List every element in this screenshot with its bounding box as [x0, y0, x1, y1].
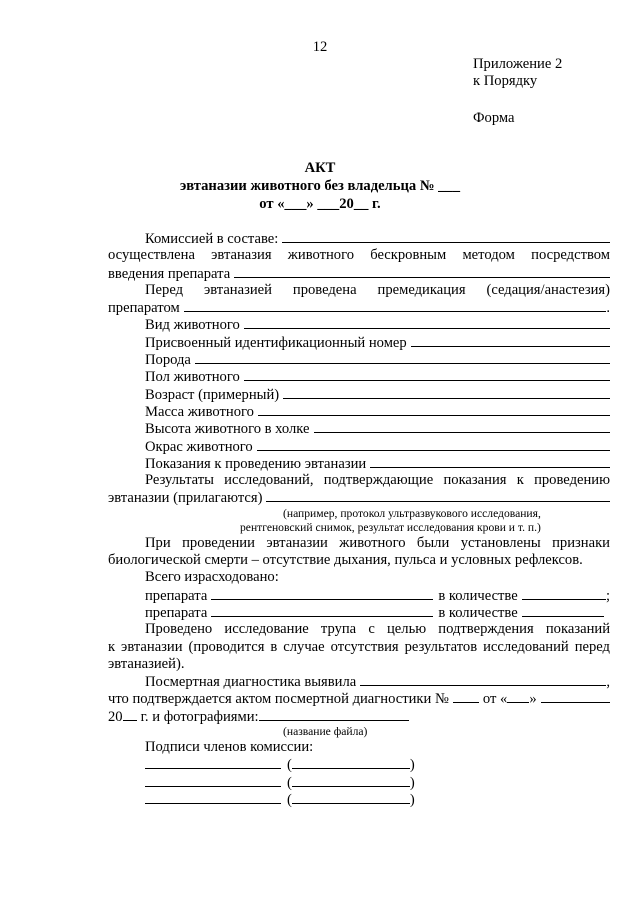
page-number: 12 — [312, 39, 328, 55]
results-attached-line — [108, 489, 610, 506]
premed-drug-label: препаратом — [108, 300, 180, 317]
signature-paren-open: ( — [287, 791, 292, 808]
field-color — [108, 438, 610, 455]
premed-drug-line — [108, 299, 610, 316]
consumed-label: Всего израсходовано: — [145, 569, 279, 586]
postmortem-quote-close: » — [529, 691, 537, 708]
act-title: АКТ — [304, 160, 336, 176]
id-number-field[interactable] — [411, 334, 610, 347]
signature-paren-open: ( — [287, 774, 292, 791]
signature-field[interactable] — [145, 791, 281, 804]
appendix-header — [473, 56, 562, 90]
premed-end: . — [606, 300, 610, 317]
consumed-row-1 — [108, 587, 610, 604]
signature-row — [108, 774, 610, 791]
signature-name-field[interactable] — [292, 774, 410, 787]
breed-field[interactable] — [195, 351, 610, 364]
autopsy-text-3: эвтаназией). — [108, 655, 185, 672]
autopsy-text: Проведено исследование трупа с целью подтверждения показаний — [145, 621, 610, 638]
signature-field[interactable] — [145, 756, 281, 769]
form-label: Форма — [473, 110, 515, 126]
signatures-label: Подписи членов комиссии: — [145, 739, 314, 756]
signatures-label-line — [108, 739, 610, 756]
results-note-1: (например, протокол ультразвукового исследования, — [283, 506, 541, 520]
drug-line — [108, 265, 610, 282]
field-age — [108, 386, 610, 403]
field-id-number — [108, 334, 610, 351]
postmortem-act-label: что подтверждается актом посмертной диагностики № — [108, 691, 449, 708]
death-text-2: биологической смерти – отсутствие дыхания, пульса и условных рефлексов. — [108, 552, 583, 569]
field-label: Пол животного — [145, 369, 240, 386]
commission-members-field[interactable] — [282, 230, 610, 243]
field-label: Порода — [145, 352, 191, 369]
appendix-line-2: к Порядку — [473, 73, 538, 89]
results-line — [108, 472, 610, 489]
consumed-drug-label: препарата — [145, 604, 208, 621]
postmortem-year-field[interactable] — [123, 708, 137, 721]
postmortem-photos-label: г. и фотографиями: — [140, 708, 259, 725]
postmortem-act-number-field[interactable] — [453, 690, 479, 703]
premed-text: Перед эвтаназией проведена премедикация (седация/анастезия) — [145, 281, 610, 298]
death-line-2 — [108, 552, 610, 569]
autopsy-line-2 — [108, 639, 610, 656]
weight-field[interactable] — [258, 403, 610, 416]
autopsy-line-3 — [108, 656, 610, 673]
field-height — [108, 420, 610, 437]
file-name-note: (название файла) — [283, 725, 368, 739]
field-sex — [108, 368, 610, 385]
consumed-qty-field[interactable] — [522, 604, 604, 617]
results-note-2: рентгеновский снимок, результат исследования крови и т. п.) — [240, 520, 541, 534]
signature-name-field[interactable] — [292, 756, 410, 769]
postmortem-label: Посмертная диагностика выявила — [145, 674, 357, 691]
field-label: Возраст (примерный) — [145, 386, 280, 403]
commission-text: осуществлена эвтаназия животного бескровным методом посредством — [108, 247, 610, 264]
commission-label: Комиссией в составе: — [145, 231, 279, 247]
indications-field[interactable] — [370, 455, 610, 468]
drug-label: введения препарата — [108, 265, 231, 282]
premed-drug-field[interactable] — [184, 299, 607, 312]
field-breed — [108, 351, 610, 368]
consumed-qty-label: в количестве — [438, 604, 518, 621]
signature-paren-open: ( — [287, 757, 292, 774]
consumed-label-line — [108, 569, 610, 586]
postmortem-from-label: от « — [482, 691, 508, 708]
field-label: Масса животного — [145, 403, 254, 420]
postmortem-day-field[interactable] — [507, 690, 529, 703]
field-species — [108, 316, 610, 333]
act-date-line: от «___» ___20__ г. — [259, 196, 381, 212]
appendix-line-1: Приложение 2 — [473, 56, 563, 72]
postmortem-act-line — [108, 690, 610, 707]
consumed-drug-field[interactable] — [211, 587, 433, 600]
postmortem-finding-field[interactable] — [360, 673, 606, 686]
field-indications — [108, 455, 610, 472]
results-text: Результаты исследований, подтверждающие показания к проведению — [145, 472, 610, 489]
postmortem-comma: , — [606, 674, 610, 691]
signature-row — [108, 791, 610, 808]
results-attached-label: эвтаназии (прилагаются) — [108, 490, 263, 507]
signature-paren-close: ) — [409, 757, 415, 774]
postmortem-line — [108, 673, 610, 690]
field-label: Показания к проведению эвтаназии — [145, 455, 367, 472]
field-label: Высота животного в холке — [145, 421, 310, 438]
consumed-drug-field[interactable] — [211, 604, 433, 617]
commission-line — [108, 230, 610, 247]
act-subtitle: эвтаназии животного без владельца № ___ — [179, 178, 461, 194]
premed-line — [108, 282, 610, 299]
consumed-qty-label: в количестве — [438, 587, 518, 604]
color-field[interactable] — [257, 438, 610, 451]
signature-paren-close: ) — [409, 791, 415, 808]
consumed-row-2 — [108, 604, 610, 621]
height-field[interactable] — [314, 420, 610, 433]
act-body — [108, 230, 610, 808]
autopsy-text-2: к эвтаназии (проводится в случае отсутствия результатов исследований перед — [108, 638, 610, 655]
signature-field[interactable] — [145, 774, 281, 787]
consumed-end: ; — [605, 587, 610, 604]
field-label: Вид животного — [145, 317, 240, 334]
postmortem-year-label: 20 — [108, 708, 123, 725]
species-field[interactable] — [244, 316, 610, 329]
age-field[interactable] — [283, 386, 610, 399]
postmortem-year-line — [108, 708, 610, 725]
consumed-qty-field[interactable] — [522, 587, 606, 600]
field-label: Присвоенный идентификационный номер — [145, 334, 407, 351]
death-line — [108, 535, 610, 552]
results-field[interactable] — [266, 489, 610, 502]
field-label: Окрас животного — [145, 438, 253, 455]
death-text: При проведении эвтаназии животного были установлены признаки — [145, 534, 610, 551]
commission-line-2 — [108, 247, 610, 264]
postmortem-month-field[interactable] — [541, 690, 610, 703]
signature-paren-close: ) — [409, 774, 415, 791]
autopsy-line — [108, 621, 610, 638]
field-weight — [108, 403, 610, 420]
signature-row — [108, 756, 610, 773]
signature-name-field[interactable] — [292, 791, 410, 804]
consumed-drug-label: препарата — [145, 587, 208, 604]
euthanasia-drug-field[interactable] — [234, 265, 610, 278]
photo-file-field[interactable] — [259, 708, 409, 721]
sex-field[interactable] — [244, 368, 610, 381]
